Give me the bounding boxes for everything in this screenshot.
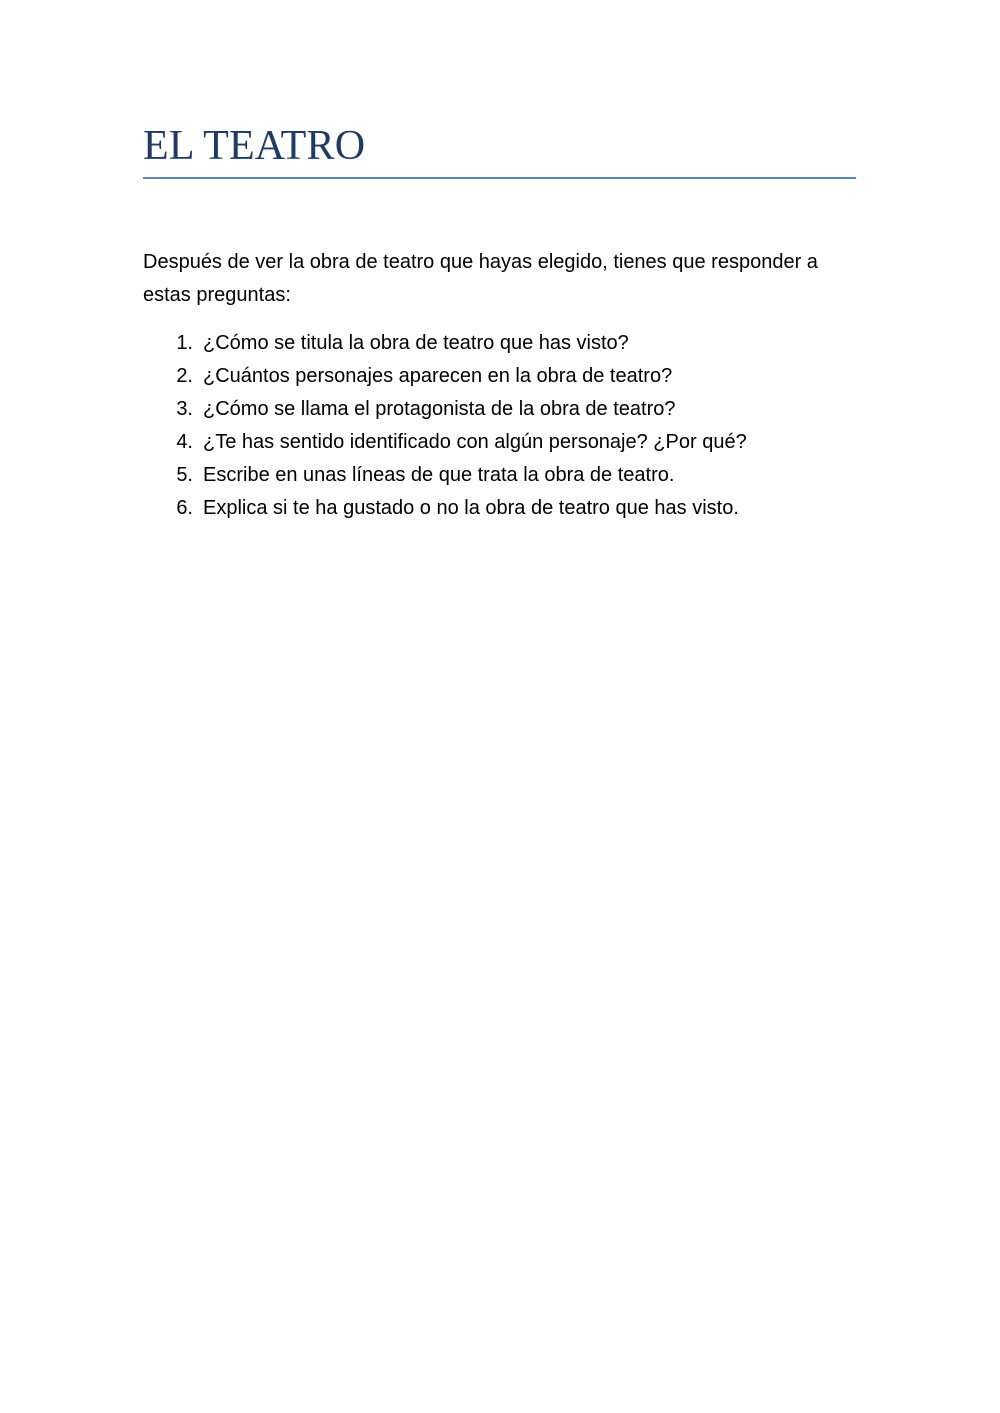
question-number: 4. — [176, 431, 193, 453]
question-number: 5. — [176, 464, 193, 486]
page-title: EL TEATRO — [143, 123, 366, 169]
question-text: Escribe en unas líneas de que trata la obra de teatro. — [203, 464, 675, 486]
intro-paragraph: Después de ver la obra de teatro que hayas elegido, tienes que responder a estas preguntas: — [143, 251, 818, 306]
question-text: ¿Cómo se titula la obra de teatro que has visto? — [203, 332, 629, 354]
list-item — [143, 360, 859, 393]
title-underline — [143, 177, 856, 179]
list-item — [143, 492, 859, 525]
list-item — [143, 426, 859, 459]
list-item — [143, 327, 859, 360]
question-number: 3. — [176, 398, 193, 420]
question-text: ¿Cómo se llama el protagonista de la obra de teatro? — [203, 398, 676, 420]
question-list — [143, 327, 859, 525]
list-item — [143, 393, 859, 426]
question-number: 2. — [176, 365, 193, 387]
question-text: Explica si te ha gustado o no la obra de teatro que has visto. — [203, 497, 739, 519]
question-number: 1. — [176, 332, 193, 354]
question-text: ¿Te has sentido identificado con algún personaje? ¿Por qué? — [203, 431, 747, 453]
question-number: 6. — [176, 497, 193, 519]
list-item — [143, 459, 859, 492]
question-text: ¿Cuántos personajes aparecen en la obra de teatro? — [203, 365, 673, 387]
